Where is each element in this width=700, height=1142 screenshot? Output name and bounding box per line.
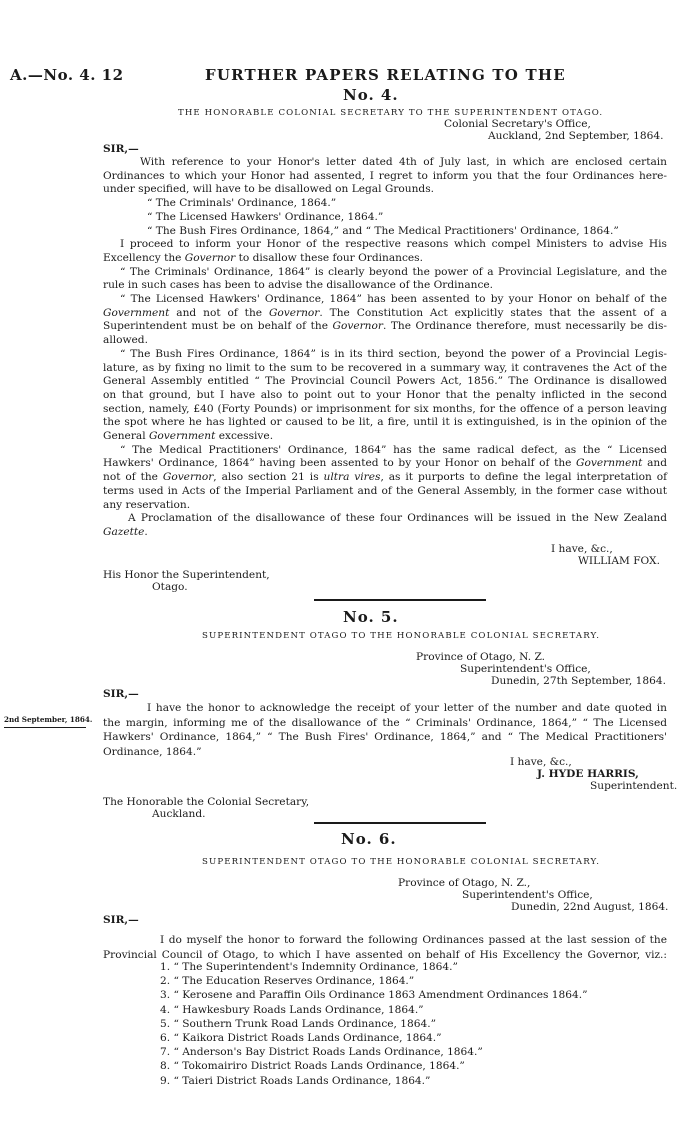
- body-line: Superintendent must be on behalf of the Governor. The Ordinance therefore, must necessarily be dis-: [103, 320, 667, 333]
- letter-4-signature: WILLIAM FOX.: [578, 555, 660, 567]
- body-line: rule in such cases has been to advise the disallowance of the Ordinance.: [103, 279, 494, 292]
- body-line: I have the honor to acknowledge the receipt of your letter of the number and date quoted in: [147, 702, 667, 714]
- list-item: 5. “ Southern Trunk Road Lands Ordinance, 1864.”: [160, 1017, 437, 1030]
- list-item: 7. “ Anderson's Bay District Roads Lands Ordinance, 1864.”: [160, 1046, 483, 1059]
- letter-4-salutation: SIR,—: [103, 143, 139, 155]
- body-line: any reservation.: [103, 498, 191, 511]
- letter-4-number: No. 4.: [343, 86, 399, 104]
- letter-5-heading: SUPERINTENDENT OTAGO TO THE HONORABLE COLONIAL SECRETARY.: [202, 631, 601, 641]
- letter-5-province: Province of Otago, N. Z.: [416, 651, 546, 663]
- body-line: “ The Criminals' Ordinance, 1864.”: [147, 197, 337, 210]
- letter-5-closing: I have, &c.,: [510, 756, 572, 768]
- list-item: 6. “ Kaikora District Roads Lands Ordinance, 1864.”: [160, 1032, 442, 1044]
- letter-6-province: Province of Otago, N. Z.,: [398, 877, 531, 889]
- body-line: With reference to your Honor's letter dated 4th of July last, in which are enclosed certain: [140, 156, 667, 168]
- letter-6-salutation: SIR,—: [103, 914, 139, 926]
- body-line: A Proclamation of the disallowance of these four Ordinances will be issued in the New Zealand: [128, 512, 667, 525]
- letter-4-addressee-place: Otago.: [152, 581, 188, 593]
- body-line: Government and not of the Governor. The Constitution Act explicitly states that the assent of a: [103, 306, 667, 319]
- body-line: General Government excessive.: [103, 430, 274, 442]
- list-item: 8. “ Tokomairiro District Roads Lands Ordinance, 1864.”: [160, 1060, 465, 1073]
- margin-note-rule: [4, 727, 86, 728]
- body-line: “ The Bush Fires Ordinance, 1864,” and “ The Medical Practitioners' Ordinance, 1864.”: [147, 224, 619, 237]
- list-item: 2. “ The Education Reserves Ordinance, 1864.”: [160, 975, 415, 988]
- list-item: 3. “ Kerosene and Paraffin Oils Ordinance 1863 Amendment Ordinances 1864.”: [160, 989, 588, 1002]
- body-line: “ The Licensed Hawkers' Ordinance, 1864” has been assented to by your Honor on behalf of the: [120, 293, 667, 305]
- body-line: section, namely, £40 (Forty Pounds) or imprisonment for six months, for the offence of a person leaving: [103, 402, 667, 415]
- body-line: lature, as by fixing no limit to the sum to be recovered in a summary way, it contravenes the Act of the: [103, 361, 667, 374]
- body-line: Ordinances to which your Honor had assented, I regret to inform you that the four Ordinances here-: [103, 169, 667, 182]
- body-line: allowed.: [103, 334, 148, 347]
- body-line: “ The Bush Fires Ordinance, 1864” is in its third section, beyond the power of a Provincial Legis-: [120, 347, 667, 360]
- letter-5-signature: J. HYDE HARRIS,: [537, 768, 639, 780]
- letter-6-place-date: Dunedin, 22nd August, 1864.: [511, 901, 669, 913]
- body-line: Excellency the Governor to disallow these four Ordinances.: [103, 251, 423, 264]
- list-item: 9. “ Taieri District Roads Lands Ordinance, 1864.”: [160, 1074, 431, 1087]
- letter-4-addressee: His Honor the Superintendent,: [103, 569, 270, 581]
- letter-5-place-date: Dunedin, 27th September, 1864.: [491, 675, 666, 687]
- body-line: not of the Governor, also section 21 is ultra vires, as it purports to define the legal interpretation of: [103, 471, 667, 484]
- letter-4-closing: I have, &c.,: [551, 543, 613, 555]
- section-divider: [314, 822, 486, 824]
- letter-4-heading: THE HONORABLE COLONIAL SECRETARY TO THE SUPERINTENDENT OTAGO.: [178, 108, 604, 118]
- letter-5-office: Superintendent's Office,: [460, 663, 591, 675]
- letter-5-number: No. 5.: [343, 608, 399, 626]
- body-line: under specified, will have to be disallowed on Legal Grounds.: [103, 183, 434, 196]
- body-line: “ The Licensed Hawkers' Ordinance, 1864.”: [147, 210, 384, 223]
- body-line: the margin, informing me of the disallowance of the “ Criminals' Ordinance, 1864,” “ The Licensed: [103, 716, 667, 729]
- letter-6-number: No. 6.: [341, 830, 397, 848]
- letter-5-addressee-place: Auckland.: [152, 808, 206, 820]
- body-line: terms used in Acts of the Imperial Parliament and of the General Assembly, in the former case without: [103, 484, 667, 497]
- body-line: I do myself the honor to forward the following Ordinances passed at the last session of the: [160, 934, 667, 946]
- body-line: Provincial Council of Otago, to which I have assented on behalf of His Excellency the Governor, viz.:: [103, 948, 667, 961]
- running-title: FURTHER PAPERS RELATING TO THE: [205, 66, 566, 84]
- letter-6-office: Superintendent's Office,: [462, 889, 593, 901]
- letter-5-signature-title: Superintendent.: [590, 780, 678, 792]
- letter-5-addressee: The Honorable the Colonial Secretary,: [103, 796, 310, 808]
- list-item: 1. “ The Superintendent's Indemnity Ordinance, 1864.”: [160, 961, 458, 973]
- body-line: “ The Medical Practitioners' Ordinance, 1864” has the same radical defect, as the “ Licensed: [120, 443, 667, 456]
- body-line: General Assembly entitled “ The Provincial Council Powers Act, 1856.” The Ordinance is disallowed: [103, 375, 667, 388]
- body-line: I proceed to inform your Honor of the respective reasons which compel Ministers to advise His: [120, 238, 667, 251]
- margin-note: 2nd September, 1864.: [4, 715, 93, 724]
- body-line: Hawkers' Ordinance, 1864,” “ The Bush Fires' Ordinance, 1864,” and “ The Medical Practitioners': [103, 731, 667, 743]
- page-reference: A.—No. 4. 12: [10, 66, 124, 84]
- section-divider: [314, 599, 486, 601]
- letter-6-heading: SUPERINTENDENT OTAGO TO THE HONORABLE COLONIAL SECRETARY.: [202, 857, 601, 867]
- body-line: Hawkers' Ordinance, 1864” having been assented to by your Honor on behalf of the Government and: [103, 457, 667, 470]
- body-line: Ordinance, 1864.”: [103, 745, 202, 758]
- body-line: Gazette.: [103, 525, 148, 538]
- body-line: “ The Criminals' Ordinance, 1864” is clearly beyond the power of a Provincial Legislature, and the: [120, 265, 667, 278]
- body-line: the spot where he has lighted or caused to be lit, a fire, until it is extinguished, is in the opinion of the: [103, 416, 667, 429]
- letter-4-place-date: Auckland, 2nd September, 1864.: [488, 130, 664, 142]
- letter-4-office: Colonial Secretary's Office,: [444, 118, 591, 130]
- list-item: 4. “ Hawkesbury Roads Lands Ordinance, 1864.”: [160, 1003, 424, 1016]
- body-line: on that ground, but I have also to point out to your Honor that the penalty inflicted in the second: [103, 388, 667, 401]
- letter-5-salutation: SIR,—: [103, 688, 139, 700]
